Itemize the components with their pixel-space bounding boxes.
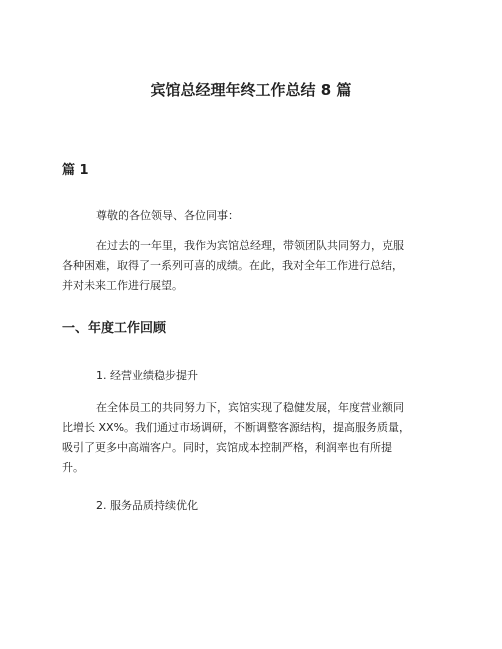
item1-title-paragraph xyxy=(62,366,442,386)
part1-heading: 一、年度工作回顾 xyxy=(62,321,167,336)
intro-line-3: 并对未来工作进行展望。 xyxy=(62,279,183,292)
item1-body-line-1: 在全体员工的共同努力下，宾馆实现了稳健发展，年度营业额同 xyxy=(96,401,404,414)
section-heading: 篇 1 xyxy=(62,163,89,178)
item2-title: 2. 服务品质持续优化 xyxy=(96,499,198,512)
item1-body-line-3: 吸引了更多中高端客户。同时，宾馆成本控制严格，利润率也有所提 xyxy=(62,441,392,454)
item2-title-paragraph xyxy=(62,496,442,516)
item1-body-paragraph xyxy=(62,398,442,478)
greeting-line: 尊敬的各位领导、各位同事： xyxy=(96,209,239,222)
item1-title: 1. 经营业绩稳步提升 xyxy=(96,369,198,382)
document-title: 宾馆总经理年终工作总结 8 篇 xyxy=(150,81,352,99)
item1-body-line-2: 比增长 XX%。我们通过市场调研，不断调整客源结构，提高服务质量， xyxy=(62,421,411,434)
intro-paragraph xyxy=(62,236,442,296)
intro-line-2: 各种困难，取得了一系列可喜的成绩。在此，我对全年工作进行总结， xyxy=(62,259,403,272)
item1-body-line-4: 升。 xyxy=(62,461,84,474)
intro-line-1: 在过去的一年里，我作为宾馆总经理，带领团队共同努力，克服 xyxy=(96,239,404,252)
greeting-paragraph xyxy=(62,206,442,226)
